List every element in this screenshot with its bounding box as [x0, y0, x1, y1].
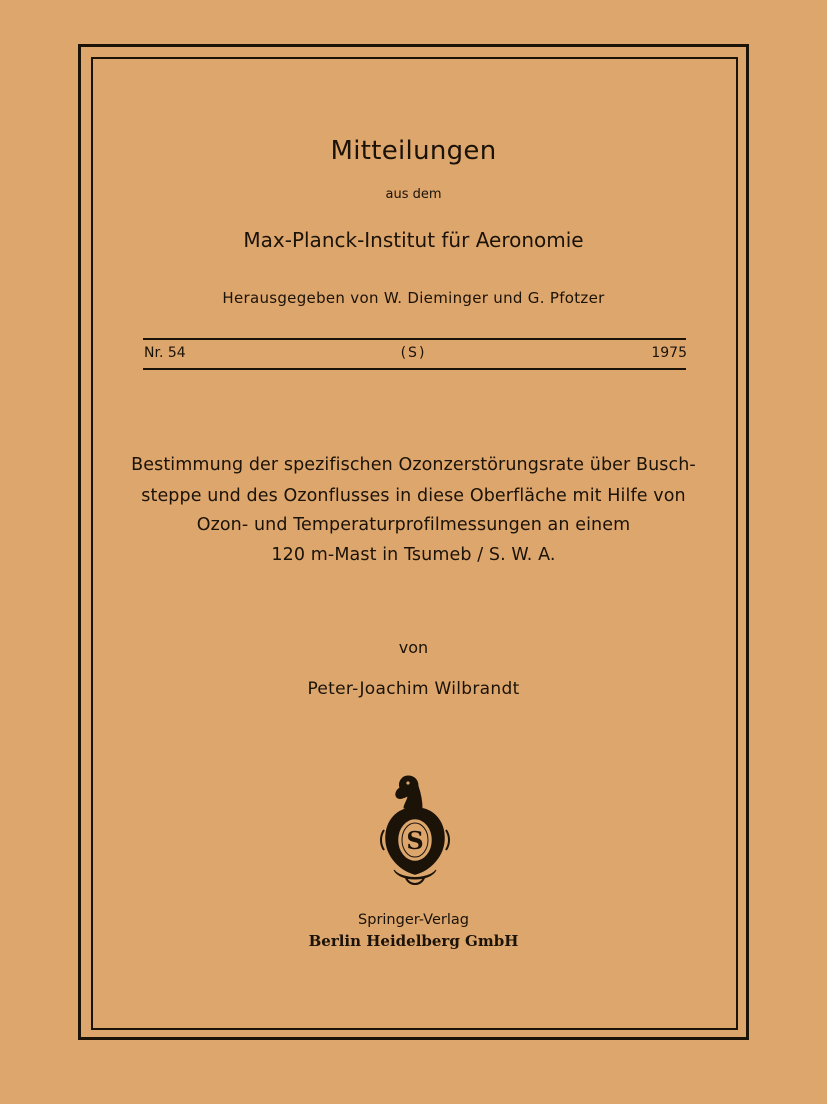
issue-number: Nr. 54 — [144, 345, 186, 361]
author-name: Peter-Joachim Wilbrandt — [307, 679, 520, 699]
svg-text:S: S — [406, 826, 424, 855]
top-rule — [143, 338, 686, 340]
springer-knight-icon — [378, 770, 452, 888]
editors-line: Herausgegeben von W. Dieminger und G. Pfotzer — [222, 289, 605, 307]
series-code: (S) — [400, 345, 427, 361]
title-line-4: 120 m-Mast in Tsumeb / S. W. A. — [271, 545, 556, 565]
institute-name: Max-Planck-Institut für Aeronomie — [243, 228, 584, 252]
series-title: Mitteilungen — [330, 136, 497, 166]
title-line-2: steppe und des Ozonflusses in diese Oberfläche mit Hilfe von — [141, 486, 686, 506]
bottom-rule — [143, 368, 686, 370]
publication-year: 1975 — [651, 345, 687, 361]
publisher-name: Springer-Verlag — [358, 912, 469, 928]
publisher-company: Berlin Heidelberg GmbH — [308, 932, 519, 950]
title-line-3: Ozon- und Temperaturprofilmessungen an einem — [196, 515, 631, 535]
title-line-1: Bestimmung der spezifischen Ozonzerstörungsrate über Busch- — [131, 455, 696, 475]
aus-dem-text: aus dem — [385, 187, 442, 202]
by-label: von — [398, 638, 429, 657]
